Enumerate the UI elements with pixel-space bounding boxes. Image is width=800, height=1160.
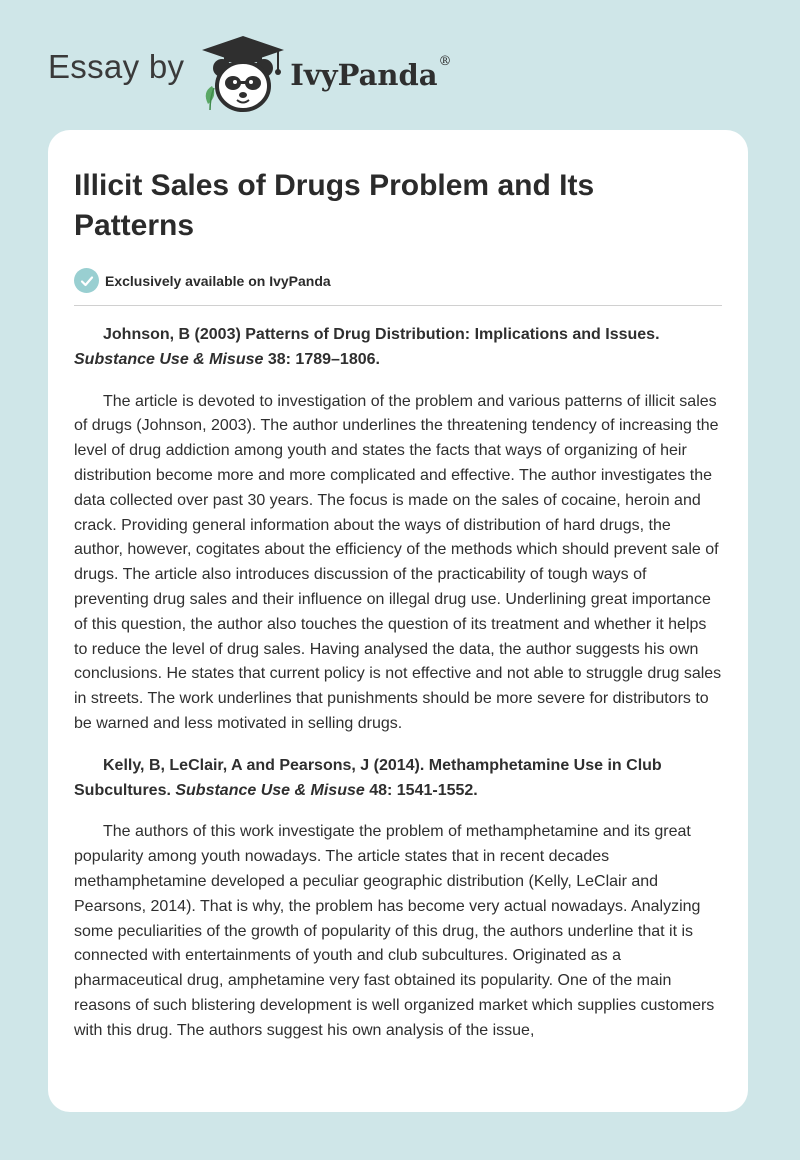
reference-1-journal: Substance Use & Misuse — [74, 350, 264, 368]
divider — [74, 305, 722, 306]
reference-2-lead: Kelly, B, LeClair, A and Pearsons, J (2014). Methamphetamine Use in Club Subcultures. — [74, 756, 662, 799]
panda-graduate-icon[interactable] — [200, 34, 286, 114]
reference-2-journal: Substance Use & Misuse — [175, 781, 365, 799]
reference-1-tail: 38: 1789–1806. — [263, 350, 380, 368]
brand-name[interactable]: IvyPanda® — [290, 54, 452, 92]
exclusive-badge-text: Exclusively available on IvyPanda — [105, 272, 331, 289]
reference-1 — [74, 323, 722, 373]
essay-by-label: Essay by — [48, 48, 185, 85]
reference-1-lead: Johnson, B (2003) Patterns of Drug Distribution: Implications and Issues. — [103, 326, 660, 343]
essay-card — [48, 130, 748, 1112]
reference-2 — [74, 754, 722, 804]
page-title: Illicit Sales of Drugs Problem and Its Patterns — [74, 169, 595, 242]
reference-2-tail: 48: 1541-1552. — [364, 781, 478, 799]
checkmark-icon — [74, 268, 99, 293]
site-header — [48, 34, 452, 114]
paragraph-1: The article is devoted to investigation of the problem and various patterns of illicit sales of drugs (Johnson, 2003). The author underlines the threatening tendency of increasing the level of drug addiction among youth and states the facts that ways of organizing of heir distribution become more and more complicated and effective. The author investigates the data collected over past 30 years. The focus is made on the sales of cocaine, heroin and crack. Providing general information about the ways of distribution of hard drugs, the author, however, cogitates about the efficiency of the methods which should prevent sale of drugs. The article also introduces discussion of the practicability of tough ways of preventing drug sales and their influence on illegal drug use. Underlining great importance of this question, the author also touches the question of its treatment and whether it helps to reduce the level of drug sales. Having analysed the data, the author suggests his own conclusions. He states that current policy is not effective and not able to struggle drug sales in streets. The work underlines that punishments should be more severe for distributors to be warned and less motivated in selling drugs. — [74, 392, 722, 732]
registered-mark: ® — [438, 54, 452, 69]
essay-body — [74, 323, 722, 1044]
exclusive-badge — [74, 268, 722, 293]
paragraph-2: The authors of this work investigate the problem of methamphetamine and its great popularity among youth nowadays. The article states that in recent decades methamphetamine developed a peculiar geographic distribution (Kelly, LeClair and Pearsons, 2014). That is why, the problem has become very actual nowadays. Analyzing some peculiarities of the growth of popularity of this drug, the authors underline that it is connected with entertainments of youth and club subcultures. Originated as a pharmaceutical drug, amphetamine very fast obtained its popularity. One of the main reasons of such blistering development is well organized market which supplies customers with this drug. The authors suggest his own analysis of the issue, — [74, 823, 715, 1039]
